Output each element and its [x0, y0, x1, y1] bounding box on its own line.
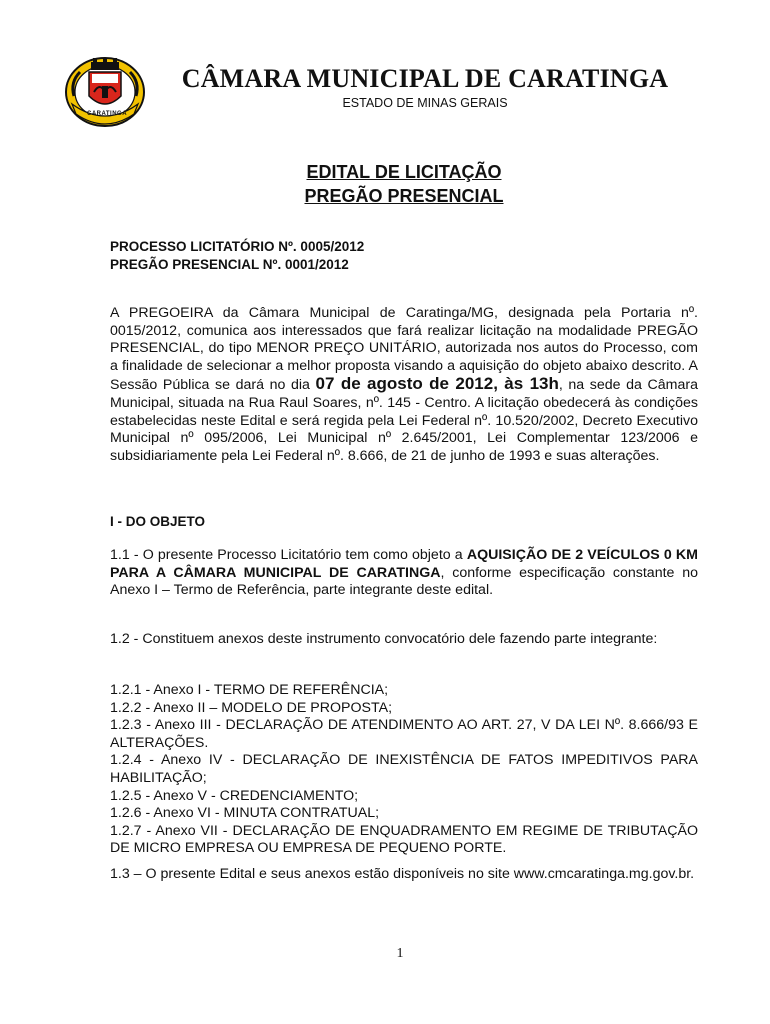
- title-line-2: PREGÃO PRESENCIAL: [304, 186, 504, 206]
- clause-1-1-text-b: , conforme especificação constante no Anexo I – Termo de Referência, parte integrante deste edital.: [110, 564, 698, 599]
- session-date: 07 de agosto de 2012, às 13h: [315, 374, 559, 394]
- title-line-1: EDITAL DE LICITAÇÃO: [306, 162, 502, 182]
- process-number: PROCESSO LICITATÓRIO Nº. 0005/2012: [110, 239, 365, 254]
- list-item: 1.2.5 - Anexo V - CREDENCIAMENTO;: [110, 787, 359, 804]
- document-title: [110, 160, 698, 208]
- intro-paragraph: [110, 305, 698, 465]
- intro-text-a: A PREGOEIRA da Câmara Municipal de Caratinga/MG, designada pela Portaria nº. 0015/2012, comunica aos interessados que fará realizar licitação na modalidade PREGÃO PRESENCIAL, do tipo MENOR PREÇO UNITÁRIO, autorizada nos autos do Processo, com a finalidade de selecionar a melhor proposta visando a aquisição do objeto abaixo descrito. A Sessão Pública se dará no dia: [110, 305, 698, 394]
- list-item: 1.2.6 - Anexo VI - MINUTA CONTRATUAL;: [110, 805, 380, 822]
- list-item: 1.2.4 - Anexo IV - DECLARAÇÃO DE INEXISTÊNCIA DE FATOS IMPEDITIVOS PARA HABILITAÇÃO;: [110, 752, 698, 786]
- logo-ribbon-text: CARATINGA: [87, 111, 128, 117]
- list-item: 1.2.2 - Anexo II – MODELO DE PROPOSTA;: [110, 699, 393, 716]
- page-number: 1: [396, 946, 404, 961]
- clause-1-1-text-a: 1.1 - O presente Processo Licitatório tem como objeto a: [110, 547, 463, 563]
- intro-text-b: , na sede da Câmara Municipal, situada na Rua Raul Soares, nº. 145 - Centro. A licitação obedecerá às condições estabelecidas neste Edital e será regida pela Lei Federal nº. 10.520/2002, Decreto Executivo Municipal nº 095/2006, Lei Municipal nº 2.645/2001, Lei Complementar 123/2006 e subsidiariamente pela Lei Federal nº. 8.666, de 21 de junho de 1993 e suas alterações.: [110, 377, 698, 464]
- organization-name: CÂMARA MUNICIPAL DE CARATINGA: [181, 64, 669, 93]
- list-item: 1.2.3 - Anexo III - DECLARAÇÃO DE ATENDIMENTO AO ART. 27, V DA LEI Nº. 8.666/93 E ALTERAÇÕES.: [110, 717, 698, 751]
- section-heading-objeto: I - DO OBJETO: [110, 514, 206, 529]
- organization-subtitle: ESTADO DE MINAS GERAIS: [342, 96, 508, 110]
- clause-1-1-object: AQUISIÇÃO DE 2 VEÍCULOS 0 KM PARA A CÂMARA MUNICIPAL DE CARATINGA: [110, 547, 698, 581]
- clause-1-2: 1.2 - Constituem anexos deste instrumento convocatório dele fazendo parte integrante:: [110, 631, 658, 647]
- list-item: 1.2.7 - Anexo VII - DECLARAÇÃO DE ENQUADRAMENTO EM REGIME DE TRIBUTAÇÃO DE MICRO EMPRESA OU EMPRESA DE PEQUENO PORTE.: [110, 822, 698, 857]
- auction-number: PREGÃO PRESENCIAL Nº. 0001/2012: [110, 257, 349, 272]
- annex-list: [110, 682, 698, 858]
- list-item: 1.2.1 - Anexo I - TERMO DE REFERÊNCIA;: [110, 682, 389, 698]
- clause-1-3: 1.3 – O presente Edital e seus anexos estão disponíveis no site www.cmcaratinga.mg.gov.br.: [110, 866, 695, 882]
- clause-1-1: [110, 547, 698, 600]
